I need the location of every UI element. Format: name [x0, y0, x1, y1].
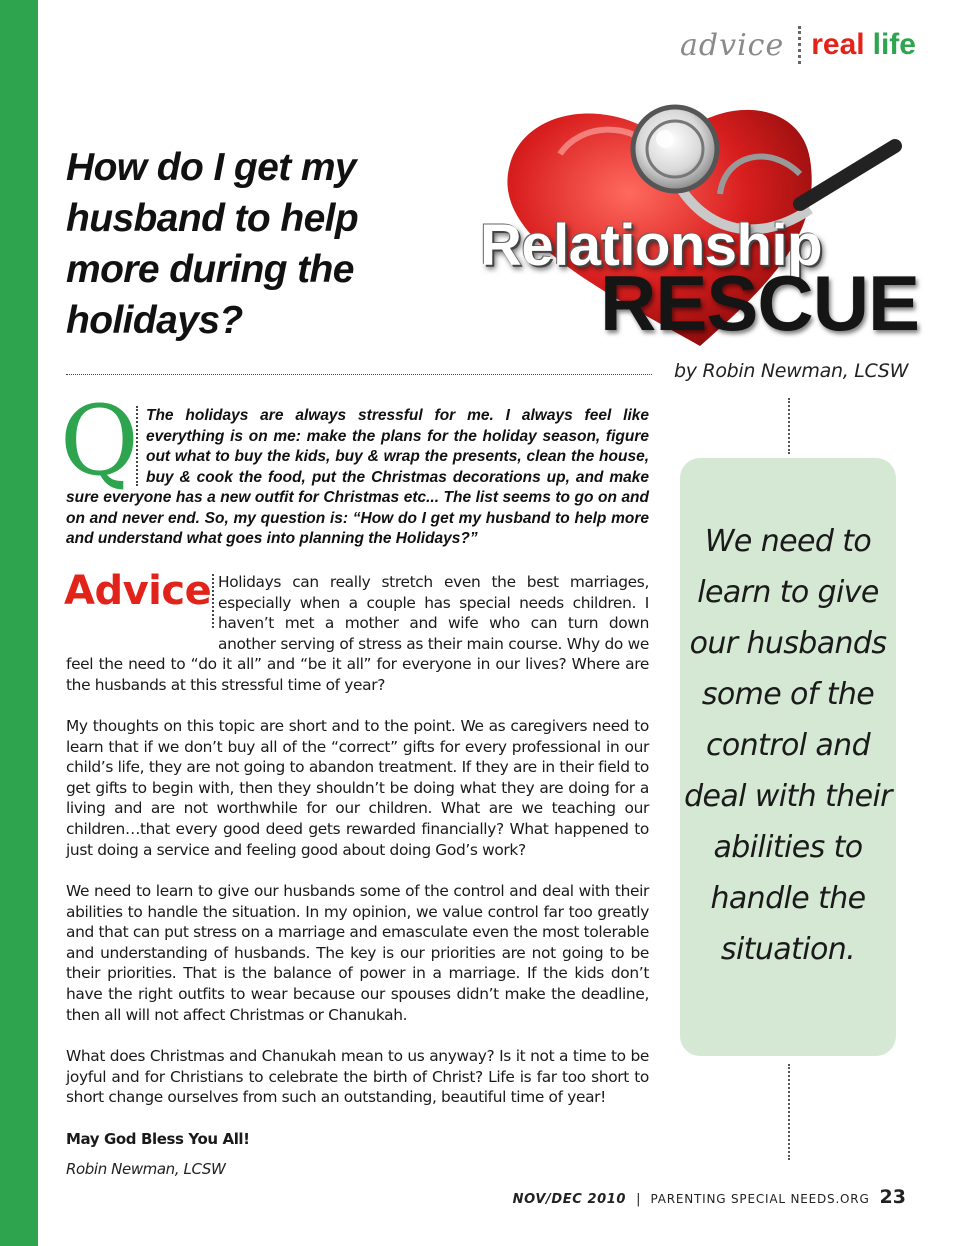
pullquote: We need to learn to give our husbands some of the control and deal with their abilities to handle the situation.	[684, 524, 892, 967]
footer-separator: |	[636, 1192, 641, 1207]
advice-paragraph-1-text: Holidays can really stretch even the best marriages, especially when a couple has special needs children. I haven’t met a mother and wife who can turn down another serving of stress as their main course. Why do we feel the need to “do it all” and “be it all” for everyone in our lives? Where are the husbands at this stressful time of year?	[66, 573, 649, 694]
page-footer	[513, 1186, 906, 1208]
advice-paragraph-4: What does Christmas and Chanukah mean to us anyway? Is it not a time to be joyful and for Christians to celebrate the birth of Christ? Life is far too short to short change ourselves from such an outstanding, beautiful time of year!	[66, 1047, 649, 1107]
section-real: real	[811, 28, 865, 61]
pullquote-divider-bottom	[788, 1064, 790, 1160]
advice-paragraph-2: My thoughts on this topic are short and to the point. We as caregivers need to learn that if we don’t buy all of the “correct” gifts for every professional in our child’s life, they are not going to abandon treatment. If they are in their field to get gifts to begin with, then they shouldn’t be doing what they are doing for a living and are not worthwhile for our children. What are we teaching our children…that every good deed gets rewarded financially? What happened to just doing a service and feeling good about doing God’s work?	[66, 717, 649, 859]
headline: How do I get my husband to help more during the holidays?	[66, 146, 359, 342]
section-label	[680, 26, 916, 64]
advice-label: Advice	[64, 568, 212, 614]
title-divider	[66, 374, 652, 375]
advice-paragraph-3: We need to learn to give our husbands some of the control and deal with their abilities to handle the situation. In my opinion, we value control far too greatly and that can put stress on a marriage and emasculate even the most tolerable and understanding of husbands. The key is our priorities are not going to be their priorities. That is the balance of power in a marriage. If the kids don’t have the right outfits to wear because our spouses didn’t make the deadline, then all will not affect Christmas or Chanukah.	[66, 882, 649, 1024]
question-body: The holidays are always stressful for me. I always feel like everything is on me: make the plans for the holiday season, figure out what to buy the kids, buy & wrap the presents, clean the house, buy & cook the food, put the Christmas decorations up, and make sure everyone has a new outfit for Christmas etc... The list seems to go on and on and never end. So, my question is: “How do I get my husband to help more and understand what goes into planning the Holidays?”	[66, 407, 649, 547]
page-number: 23	[879, 1186, 906, 1208]
pullquote-divider-top	[788, 398, 790, 454]
closing-line: May God Bless You All!	[66, 1130, 250, 1148]
logo-text-rescue: RESCUE	[600, 259, 920, 347]
footer-site: PARENTING SPECIAL NEEDS.ORG	[650, 1192, 870, 1206]
section-category: advice	[680, 27, 785, 63]
left-accent-bar	[0, 0, 38, 1246]
signature: Robin Newman, LCSW	[66, 1160, 226, 1178]
question-initial: Q	[60, 385, 139, 497]
section-divider	[798, 26, 801, 64]
advice-paragraph-1	[66, 572, 649, 696]
byline: by Robin Newman, LCSW	[674, 360, 909, 382]
logo-text-relationship: Relationship	[480, 213, 823, 278]
section-life: life	[872, 28, 916, 61]
footer-issue: NOV/DEC 2010	[512, 1192, 627, 1207]
question-text	[66, 406, 649, 550]
